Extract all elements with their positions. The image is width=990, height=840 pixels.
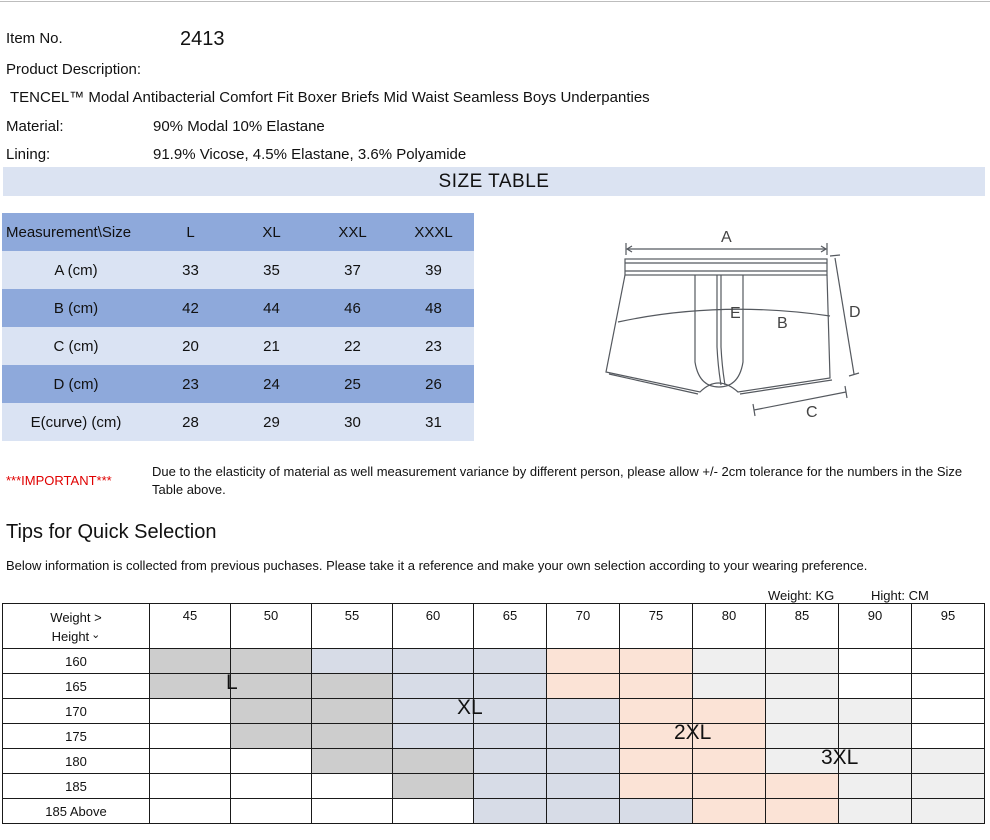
grid-weight-header: 50 (231, 604, 312, 649)
grid-size-cell (474, 674, 547, 699)
measurement-cell: 29 (231, 403, 312, 441)
grid-size-cell (474, 799, 547, 824)
measurement-cell: 33 (150, 251, 231, 289)
grid-row (3, 724, 985, 749)
grid-height-header: 185 Above (3, 799, 150, 824)
tips-title: Tips for Quick Selection (6, 521, 217, 543)
size-table-title: SIZE TABLE (3, 167, 985, 196)
measurement-row (2, 251, 474, 289)
material-label: Material: (6, 118, 64, 135)
grid-row (3, 774, 985, 799)
grid-size-cell (620, 649, 693, 674)
important-note: Due to the elasticity of material as well measurement variance by different person, please allow +/- 2cm tolerance for the numbers in the Size Table above. (152, 464, 963, 497)
corner-height-line (3, 627, 149, 648)
grid-height-header: 185 (3, 774, 150, 799)
grid-size-cell (393, 774, 474, 799)
grid-size-cell (150, 749, 231, 774)
grid-weight-header: 80 (693, 604, 766, 649)
grid-size-cell (312, 749, 393, 774)
grid-size-cell (620, 674, 693, 699)
waistband (625, 259, 827, 275)
grid-size-cell (474, 749, 547, 774)
grid-weight-header: 75 (620, 604, 693, 649)
brief-outline (606, 275, 830, 392)
measurement-cell: C (cm) (2, 327, 150, 365)
grid-size-cell (312, 674, 393, 699)
grid-size-cell (693, 774, 766, 799)
measurement-cell: E(curve) (cm) (2, 403, 150, 441)
grid-size-cell (766, 799, 839, 824)
grid-header-row (3, 604, 985, 649)
grid-size-cell (620, 749, 693, 774)
grid-size-cell (393, 724, 474, 749)
grid-size-cell (839, 774, 912, 799)
grid-size-cell (766, 724, 839, 749)
grid-weight-header: 95 (912, 604, 985, 649)
diagram-label-b: B (777, 315, 788, 332)
grid-size-cell (693, 674, 766, 699)
measurement-cell: 48 (393, 289, 474, 327)
grid-size-cell (693, 699, 766, 724)
grid-size-cell (312, 724, 393, 749)
grid-size-cell (620, 699, 693, 724)
corner-height-label: Height (51, 629, 90, 644)
grid-size-cell (547, 674, 620, 699)
grid-size-cell (474, 774, 547, 799)
grid-size-cell (150, 649, 231, 674)
grid-row (3, 649, 985, 674)
grid-size-cell (312, 774, 393, 799)
measurement-header-row (2, 213, 474, 251)
grid-size-cell (839, 674, 912, 699)
grid-size-cell (839, 649, 912, 674)
measurement-table (2, 213, 474, 441)
measurement-header-cell: XXL (312, 213, 393, 251)
grid-weight-header: 45 (150, 604, 231, 649)
grid-row (3, 674, 985, 699)
grid-size-cell (620, 774, 693, 799)
grid-size-cell (547, 649, 620, 674)
measurement-cell: 42 (150, 289, 231, 327)
grid-size-cell (912, 724, 985, 749)
grid-size-cell (231, 699, 312, 724)
grid-size-cell (393, 799, 474, 824)
grid-size-cell (766, 649, 839, 674)
measurement-cell: 25 (312, 365, 393, 403)
grid-size-cell (912, 674, 985, 699)
measurement-cell: 20 (150, 327, 231, 365)
measurement-cell: 30 (312, 403, 393, 441)
diagram-label-c: C (806, 404, 818, 421)
measurement-cell: 46 (312, 289, 393, 327)
diagram-label-a: A (721, 229, 732, 246)
measurement-header-cell: L (150, 213, 231, 251)
description-text: TENCEL™ Modal Antibacterial Comfort Fit Boxer Briefs Mid Waist Seamless Boys Underpanties (10, 89, 650, 106)
grid-corner-cell (3, 604, 150, 649)
grid-size-cell (312, 799, 393, 824)
grid-size-cell (231, 749, 312, 774)
grid-size-cell (150, 674, 231, 699)
grid-size-cell (312, 699, 393, 724)
units-weight: Weight: KG (768, 588, 835, 603)
measurement-header-cell: XL (231, 213, 312, 251)
grid-size-cell (912, 649, 985, 674)
grid-weight-header: 85 (766, 604, 839, 649)
grid-weight-header: 70 (547, 604, 620, 649)
grid-size-cell (393, 649, 474, 674)
grid-size-cell (912, 749, 985, 774)
units-height: Hight: CM (871, 588, 929, 603)
measurement-cell: A (cm) (2, 251, 150, 289)
measurement-cell: 39 (393, 251, 474, 289)
lining-value: 91.9% Vicose, 4.5% Elastane, 3.6% Polyamide (153, 146, 467, 163)
measurement-cell: D (cm) (2, 365, 150, 403)
grid-size-cell (912, 774, 985, 799)
measurement-cell: 35 (231, 251, 312, 289)
grid-size-cell (474, 724, 547, 749)
grid-row (3, 799, 985, 824)
measurement-cell: 37 (312, 251, 393, 289)
top-divider (0, 1, 990, 2)
grid-size-cell (839, 699, 912, 724)
selection-grid (2, 603, 985, 824)
grid-size-cell (912, 799, 985, 824)
grid-size-cell (312, 649, 393, 674)
item-no-value: 2413 (180, 28, 225, 50)
grid-size-cell (547, 699, 620, 724)
grid-size-cell (547, 799, 620, 824)
grid-size-cell (393, 749, 474, 774)
grid-size-cell (766, 674, 839, 699)
grid-size-cell (547, 724, 620, 749)
grid-height-header: 180 (3, 749, 150, 774)
measurement-header-cell: Measurement\Size (2, 213, 150, 251)
grid-weight-header: 55 (312, 604, 393, 649)
measurement-cell: 26 (393, 365, 474, 403)
grid-size-cell (231, 799, 312, 824)
dimension-c-line (753, 386, 847, 416)
grid-size-cell (766, 699, 839, 724)
boxer-brief-diagram (600, 222, 870, 437)
measurement-cell: 21 (231, 327, 312, 365)
grid-size-cell (693, 749, 766, 774)
lining-label: Lining: (6, 146, 51, 163)
item-no-label: Item No. (6, 30, 63, 47)
grid-size-cell (231, 774, 312, 799)
size-zone-label-3xl: 3XL (821, 746, 859, 769)
grid-height-header: 175 (3, 724, 150, 749)
size-zone-label-xl: XL (457, 696, 483, 719)
measurement-header-cell: XXXL (393, 213, 474, 251)
measurement-cell: 23 (150, 365, 231, 403)
grid-row (3, 699, 985, 724)
grid-size-cell (231, 649, 312, 674)
grid-size-cell (150, 774, 231, 799)
grid-size-cell (150, 799, 231, 824)
grid-height-header: 160 (3, 649, 150, 674)
measurement-cell: 28 (150, 403, 231, 441)
measurement-row (2, 365, 474, 403)
description-label: Product Description: (6, 61, 142, 78)
diagram-label-e: E (730, 305, 741, 322)
grid-size-cell (231, 724, 312, 749)
measurement-cell: 31 (393, 403, 474, 441)
grid-size-cell (150, 699, 231, 724)
grid-size-cell (620, 799, 693, 824)
grid-height-header: 165 (3, 674, 150, 699)
measurement-cell: 24 (231, 365, 312, 403)
grid-size-cell (912, 699, 985, 724)
measurement-cell: 22 (312, 327, 393, 365)
chevron-down-icon: ⌄ (91, 629, 101, 641)
tips-subtitle: Below information is collected from previous puchases. Please take it a reference and make your own selection according to your wearing preference. (6, 558, 868, 573)
grid-size-cell (839, 724, 912, 749)
grid-size-cell (474, 649, 547, 674)
grid-size-cell (547, 749, 620, 774)
measurement-cell: 23 (393, 327, 474, 365)
grid-weight-header: 60 (393, 604, 474, 649)
grid-size-cell (766, 774, 839, 799)
size-zone-label-2xl: 2XL (674, 721, 712, 744)
measurement-cell: B (cm) (2, 289, 150, 327)
grid-size-cell (393, 674, 474, 699)
corner-weight-label: Weight > (50, 610, 102, 625)
grid-size-cell (547, 774, 620, 799)
grid-size-cell (839, 799, 912, 824)
grid-weight-header: 65 (474, 604, 547, 649)
size-zone-label-l: L (226, 671, 238, 694)
grid-size-cell (231, 674, 312, 699)
measurement-row (2, 403, 474, 441)
important-label: ***IMPORTANT*** (6, 473, 112, 488)
measurement-cell: 44 (231, 289, 312, 327)
grid-size-cell (474, 699, 547, 724)
measurement-row (2, 289, 474, 327)
diagram-label-d: D (849, 304, 861, 321)
material-value: 90% Modal 10% Elastane (153, 118, 325, 135)
grid-height-header: 170 (3, 699, 150, 724)
grid-size-cell (693, 649, 766, 674)
grid-weight-header: 90 (839, 604, 912, 649)
grid-size-cell (150, 724, 231, 749)
grid-size-cell (693, 799, 766, 824)
seam-b (618, 309, 830, 322)
measurement-row (2, 327, 474, 365)
